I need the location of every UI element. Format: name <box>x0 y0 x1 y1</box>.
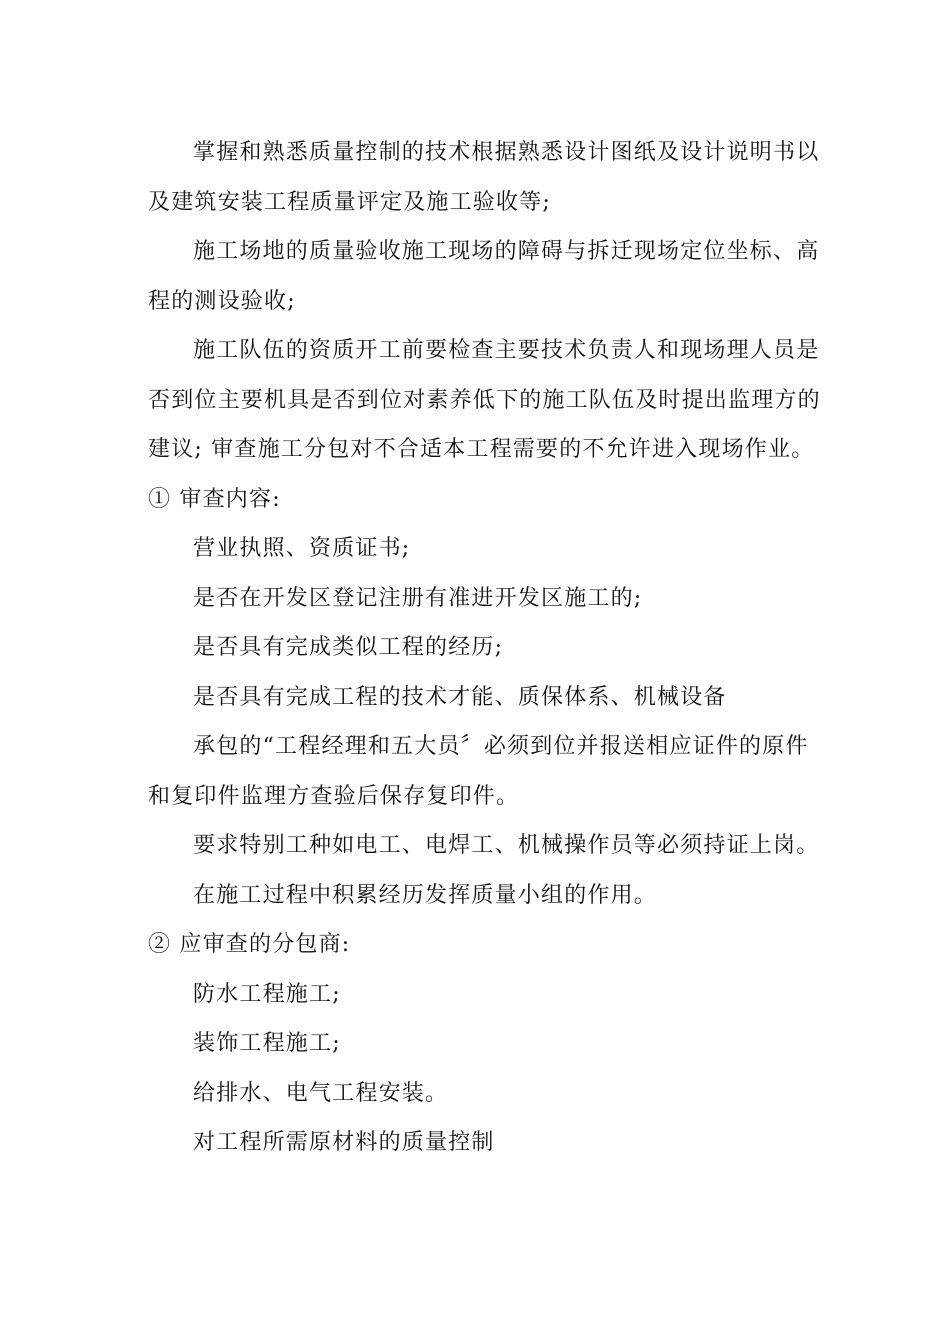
text-line: 及建筑安装工程质量评定及施工验收等; <box>148 189 552 215</box>
list-item <box>148 574 802 624</box>
text-line: 承包的“工程经理和五大员〞必须到位并报送相应证件的原件 <box>193 734 809 759</box>
paragraph <box>148 1118 802 1168</box>
paragraph <box>148 128 820 227</box>
text-line: 是否在开发区登记注册有准进开发区施工的; <box>193 585 643 611</box>
section-heading <box>148 920 802 970</box>
text-line: 给排水、电气工程安装。 <box>193 1080 449 1106</box>
text-line: 在施工过程中积累经历发挥质量小组的作用。 <box>193 882 658 908</box>
text-line: 是否具有完成工程的技术才能、质保体系、机械设备 <box>193 684 727 710</box>
list-item <box>148 970 802 1020</box>
paragraph <box>148 821 820 871</box>
text-line: 建议; 审查施工分包对不合适本工程需要的不允许进入现场作业。 <box>148 437 815 462</box>
list-item <box>148 1019 802 1069</box>
paragraph <box>148 722 809 821</box>
text-line: 是否具有完成类似工程的经历; <box>193 635 504 660</box>
text-line: 否到位主要机具是否到位对素养低下的施工队伍及时提出监理方的 <box>148 387 821 413</box>
paragraph <box>148 871 802 921</box>
text-line: 装饰工程施工; <box>193 1031 341 1056</box>
paragraph <box>148 326 821 475</box>
list-item <box>148 524 802 574</box>
text-line: 程的测设验收; <box>148 288 296 314</box>
text-line: 施工队伍的资质开工前要检查主要技术负责人和现场理人员是 <box>193 338 820 363</box>
text-line: 和复印件监理方查验后保存复印件。 <box>148 783 520 809</box>
list-item <box>148 1069 802 1119</box>
text-line: 掌握和熟悉质量控制的技术根据熟悉设计图纸及设计说明书以 <box>193 140 820 165</box>
text-line: ② 应审查的分包商: <box>148 932 351 957</box>
text-line: 要求特别工种如电工、电焊工、机械操作员等必须持证上岗。 <box>193 833 820 858</box>
document-body <box>148 128 821 1168</box>
text-line: 营业执照、资质证书; <box>193 536 411 561</box>
text-line: 施工场地的质量验收施工现场的障碍与拆迁现场定位坐标、高 <box>193 239 820 264</box>
list-item <box>148 623 802 673</box>
text-line: 防水工程施工; <box>193 981 341 1007</box>
paragraph <box>148 227 820 326</box>
section-heading <box>148 475 802 525</box>
text-line: ① 审查内容: <box>148 486 281 512</box>
text-line: 对工程所需原材料的质量控制 <box>193 1130 495 1155</box>
list-item <box>148 673 802 723</box>
